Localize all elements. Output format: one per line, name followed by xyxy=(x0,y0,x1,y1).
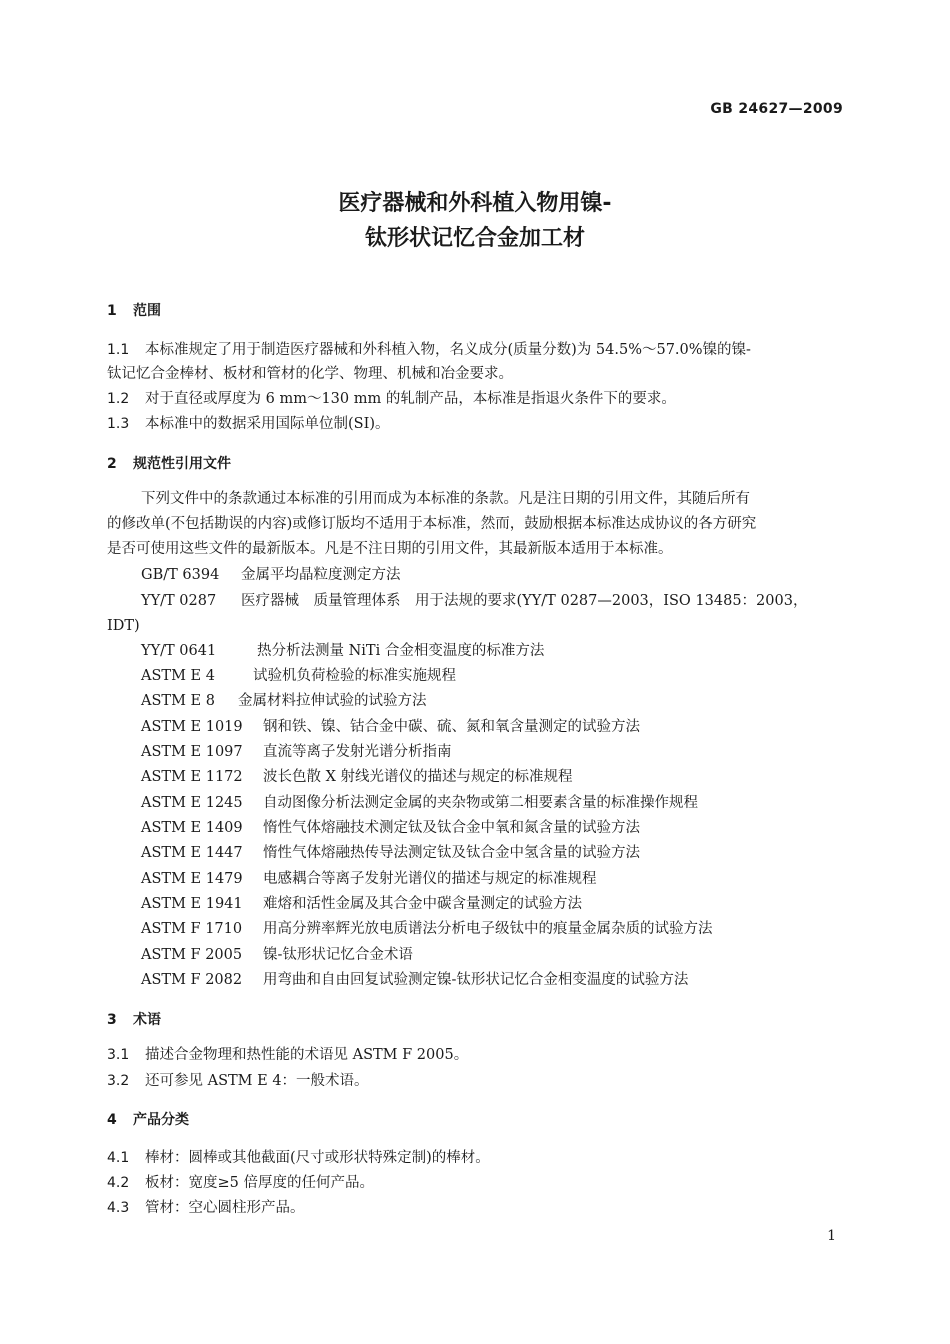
section-title: 产品分类 xyxy=(133,1112,189,1128)
clause-text: 棒材：圆棒或其他截面(尺寸或形状特殊定制)的棒材。 xyxy=(145,1150,490,1166)
reference-title: 用高分辨率辉光放电质谱法分析电子级钛中的痕量金属杂质的试验方法 xyxy=(263,921,713,937)
reference-title: 自动图像分析法测定金属的夹杂物或第二相要素含量的标准操作规程 xyxy=(263,795,698,811)
clause-1-1 xyxy=(107,341,751,359)
section-number: 4 xyxy=(107,1112,117,1128)
clause-4-2 xyxy=(107,1174,374,1192)
document-title-line-1: 医疗器械和外科植入物用镍- xyxy=(338,191,612,216)
standard-code: GB 24627—2009 xyxy=(710,101,843,117)
document-title-line-2: 钛形状记忆合金加工材 xyxy=(364,226,585,251)
section-2-paragraph-line-3: 是否可使用这些文件的最新版本。凡是不注日期的引用文件，其最新版本适用于本标准。 xyxy=(107,541,673,557)
clause-number: 4.2 xyxy=(107,1175,130,1191)
reference-code: ASTM E 1447 xyxy=(141,845,243,861)
reference-code: ASTM E 1245 xyxy=(141,795,243,811)
reference-item xyxy=(141,642,544,660)
section-4-heading xyxy=(107,1111,189,1129)
clause-text: 本标准中的数据采用国际单位制(SI)。 xyxy=(145,416,390,432)
reference-title: 金属材料拉伸试验的试验方法 xyxy=(238,693,427,709)
reference-code: YY/T 0641 xyxy=(141,643,217,659)
reference-item xyxy=(141,592,807,610)
reference-code: YY/T 0287 xyxy=(141,593,217,609)
reference-item xyxy=(141,920,713,938)
reference-code: ASTM F 2005 xyxy=(141,947,243,963)
section-title: 范围 xyxy=(133,303,161,319)
reference-item xyxy=(141,819,640,837)
section-2-paragraph-line-2: 的修改单(不包括勘误的内容)或修订版均不适用于本标准，然而，鼓励根据本标准达成协议的各方研究 xyxy=(107,516,757,532)
section-number: 2 xyxy=(107,456,117,472)
reference-title: 直流等离子发射光谱分析指南 xyxy=(263,744,452,760)
reference-code: ASTM E 1172 xyxy=(141,769,243,785)
clause-1-1-continuation: 钛记忆合金棒材、板材和管材的化学、物理、机械和冶金要求。 xyxy=(107,366,513,382)
reference-code: ASTM E 1941 xyxy=(141,896,243,912)
clause-number: 4.1 xyxy=(107,1150,130,1166)
clause-1-3 xyxy=(107,415,389,433)
reference-code: ASTM E 4 xyxy=(141,668,215,684)
clause-number: 3.2 xyxy=(107,1073,130,1089)
reference-title: 用弯曲和自由回复试验测定镍-钛形状记忆合金相变温度的试验方法 xyxy=(263,972,689,988)
section-2-paragraph-line-1: 下列文件中的条款通过本标准的引用而成为本标准的条款。凡是注日期的引用文件，其随后所有 xyxy=(141,491,750,507)
clause-number: 1.3 xyxy=(107,416,130,432)
reference-item xyxy=(141,667,456,685)
reference-continuation: IDT) xyxy=(107,618,140,634)
reference-code: ASTM E 8 xyxy=(141,693,215,709)
section-title: 规范性引用文件 xyxy=(133,456,231,472)
reference-title: 医疗器械 质量管理体系 用于法规的要求(YY/T 0287—2003，ISO 13485：2003， xyxy=(241,593,808,609)
clause-3-1 xyxy=(107,1046,468,1064)
reference-item xyxy=(141,844,640,862)
reference-code: ASTM F 2082 xyxy=(141,972,243,988)
section-2-heading xyxy=(107,455,231,473)
reference-title: 惰性气体熔融技术测定钛及钛合金中氧和氮含量的试验方法 xyxy=(263,820,640,836)
section-3-heading xyxy=(107,1011,161,1029)
reference-title: 钢和铁、镍、钴合金中碳、硫、氮和氧含量测定的试验方法 xyxy=(263,719,640,735)
reference-code: ASTM E 1097 xyxy=(141,744,243,760)
reference-item xyxy=(141,743,452,761)
reference-item xyxy=(141,718,640,736)
reference-item xyxy=(141,768,573,786)
clause-text: 描述合金物理和热性能的术语见 ASTM F 2005。 xyxy=(145,1047,469,1063)
clause-4-3 xyxy=(107,1199,305,1217)
clause-text: 板材：宽度≥5 倍厚度的任何产品。 xyxy=(145,1175,374,1191)
reference-title: 惰性气体熔融热传导法测定钛及钛合金中氢含量的试验方法 xyxy=(263,845,640,861)
reference-code: ASTM F 1710 xyxy=(141,921,243,937)
reference-title: 电感耦合等离子发射光谱仪的描述与规定的标准规程 xyxy=(263,871,597,887)
clause-text: 还可参见 ASTM E 4：一般术语。 xyxy=(145,1073,369,1089)
reference-code: ASTM E 1409 xyxy=(141,820,243,836)
reference-item xyxy=(141,895,582,913)
reference-title: 金属平均晶粒度测定方法 xyxy=(241,567,401,583)
reference-item xyxy=(141,971,688,989)
clause-number: 1.2 xyxy=(107,391,130,407)
clause-number: 3.1 xyxy=(107,1047,130,1063)
page-number: 1 xyxy=(827,1228,836,1244)
reference-item xyxy=(141,692,427,710)
clause-text: 管材：空心圆柱形产品。 xyxy=(145,1200,305,1216)
reference-code: ASTM E 1479 xyxy=(141,871,243,887)
reference-title: 试验机负荷检验的标准实施规程 xyxy=(253,668,456,684)
section-number: 1 xyxy=(107,303,117,319)
reference-item xyxy=(141,870,597,888)
reference-title: 热分析法测量 NiTi 合金相变温度的标准方法 xyxy=(257,643,545,659)
reference-code: ASTM E 1019 xyxy=(141,719,243,735)
section-number: 3 xyxy=(107,1012,117,1028)
clause-3-2 xyxy=(107,1072,369,1090)
clause-1-2 xyxy=(107,390,676,408)
section-title: 术语 xyxy=(133,1012,161,1028)
reference-title: 波长色散 X 射线光谱仪的描述与规定的标准规程 xyxy=(263,769,573,785)
reference-item xyxy=(141,794,698,812)
clause-number: 1.1 xyxy=(107,342,130,358)
clause-4-1 xyxy=(107,1149,490,1167)
clause-text: 对于直径或厚度为 6 mm～130 mm 的轧制产品，本标准是指退火条件下的要求。 xyxy=(145,391,676,407)
reference-item xyxy=(141,946,413,964)
clause-number: 4.3 xyxy=(107,1200,130,1216)
reference-title: 难熔和活性金属及其合金中碳含量测定的试验方法 xyxy=(263,896,582,912)
clause-text: 本标准规定了用于制造医疗器械和外科植入物，名义成分(质量分数)为 54.5%～57.0%镍的镍- xyxy=(145,342,751,358)
reference-code: GB/T 6394 xyxy=(141,567,220,583)
reference-title: 镍-钛形状记忆合金术语 xyxy=(263,947,413,963)
section-1-heading xyxy=(107,302,161,320)
reference-item xyxy=(141,566,401,584)
